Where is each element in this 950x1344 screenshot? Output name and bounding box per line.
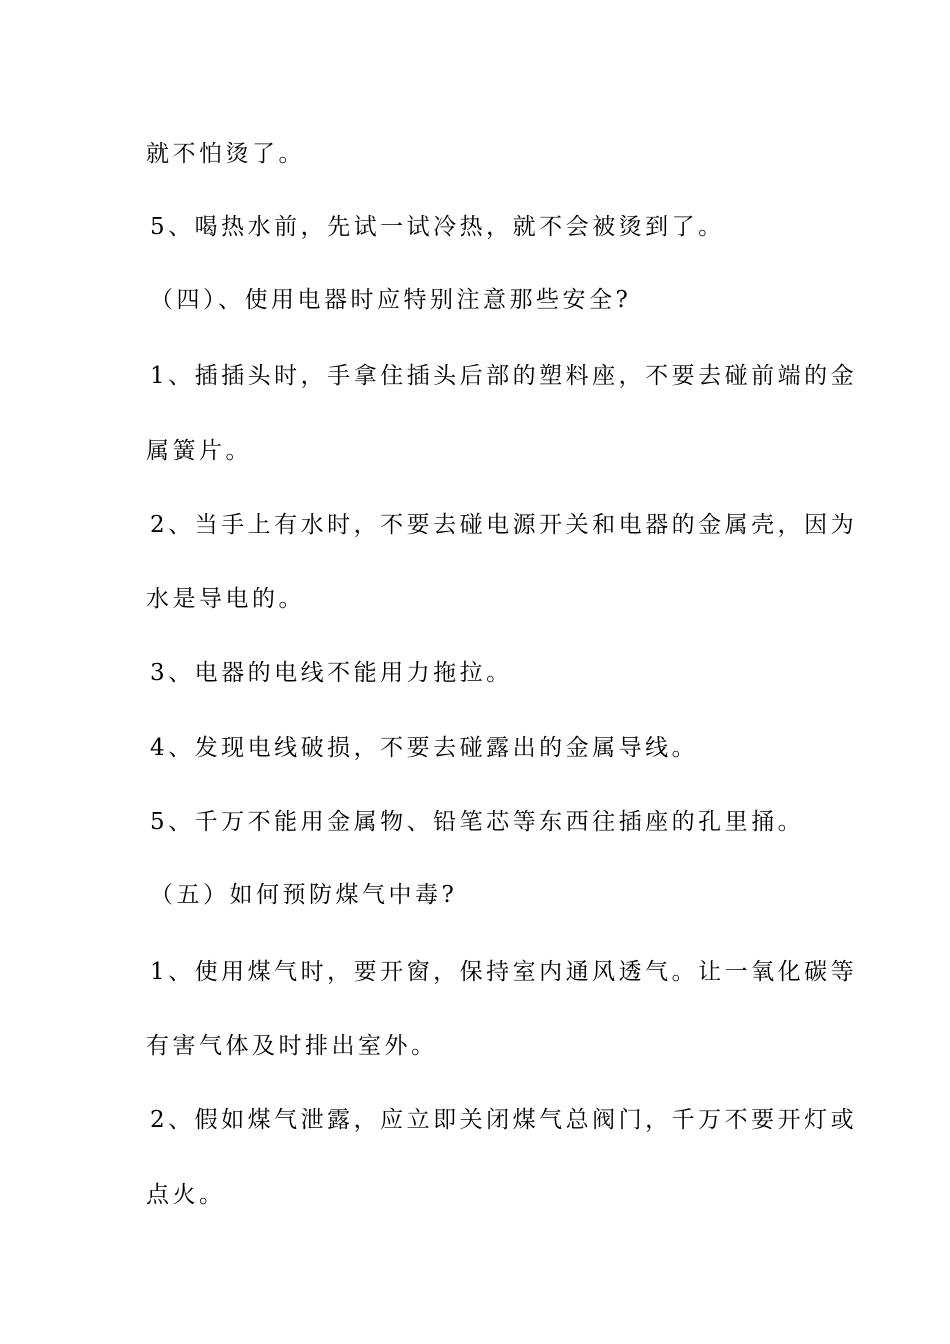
text-line: 点火。 (146, 1182, 226, 1208)
section-heading: （四）、使用电器时应特别注意那些安全? (150, 287, 632, 313)
text-line: 4、发现电线破损，不要去碰露出的金属导线。 (150, 735, 699, 761)
text-line: 5、喝热水前，先试一试冷热，就不会被烫到了。 (150, 214, 725, 240)
text-line: 水是导电的。 (146, 586, 305, 612)
text-line: 1、插插头时，手拿住插头后部的塑料座，不要去碰前端的金 (150, 363, 858, 389)
text-line: 2、假如煤气泄露，应立即关闭煤气总阀门，千万不要开灯或 (150, 1107, 858, 1133)
text-line: 3、电器的电线不能用力拖拉。 (150, 660, 513, 686)
text-line: 5、千万不能用金属物、铅笔芯等东西往插座的孔里捅。 (150, 809, 805, 835)
text-line: 1、使用煤气时，要开窗，保持室内通风透气。让一氧化碳等 (150, 959, 858, 985)
section-heading: （五）如何预防煤气中毒? (150, 882, 458, 908)
text-line: 有害气体及时排出室外。 (146, 1033, 438, 1059)
text-line: 就不怕烫了。 (146, 141, 305, 167)
text-line: 2、当手上有水时，不要去碰电源开关和电器的金属壳，因为 (150, 512, 858, 538)
text-line: 属簧片。 (146, 438, 252, 464)
